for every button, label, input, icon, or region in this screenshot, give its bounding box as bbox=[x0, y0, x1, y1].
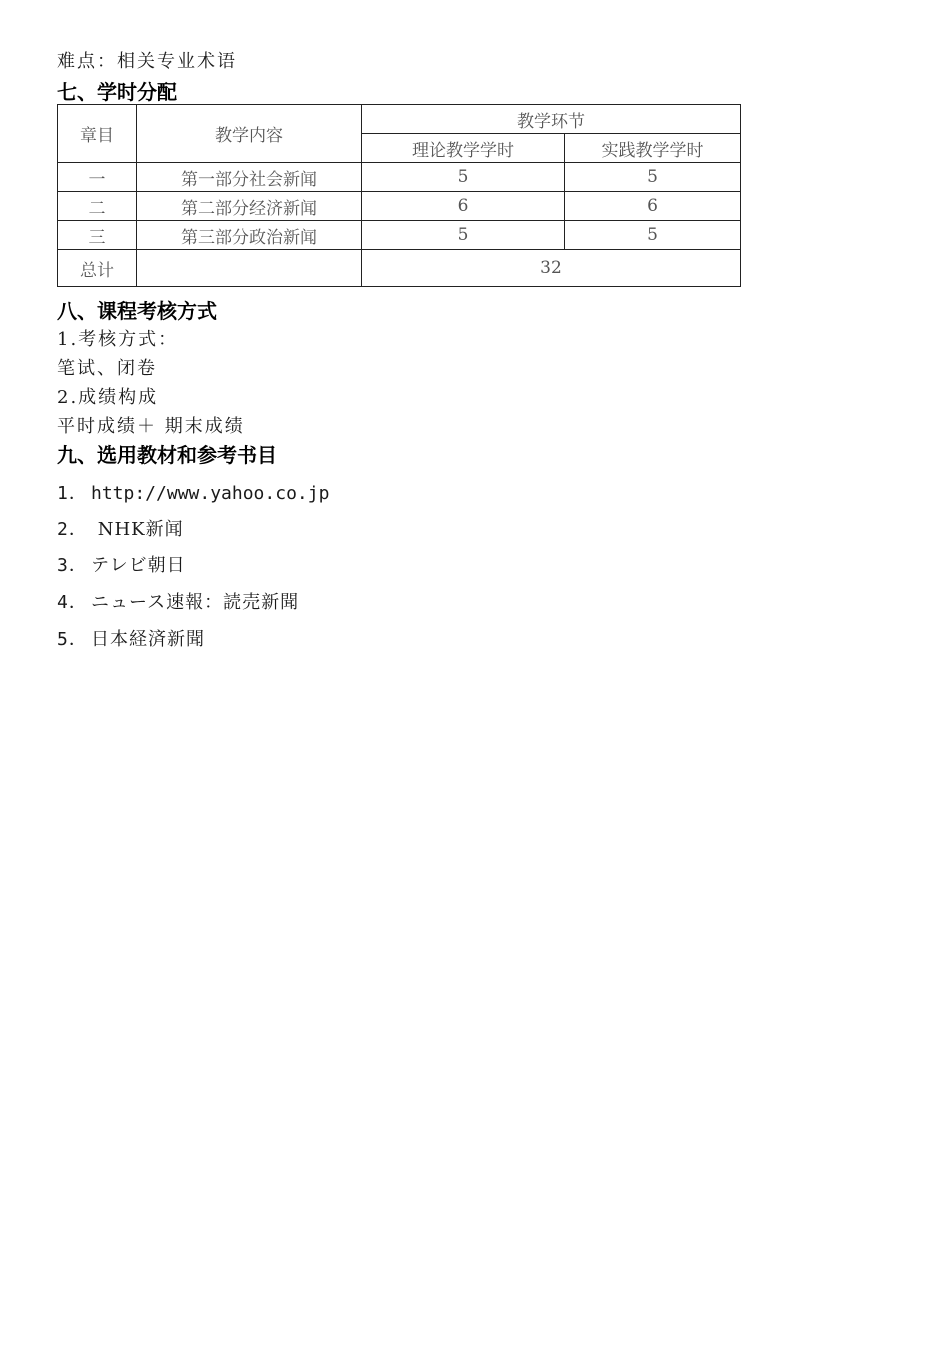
header-teaching-segment: 教学环节 bbox=[362, 105, 741, 134]
table-total-row bbox=[58, 250, 741, 287]
reference-number: 5． bbox=[57, 629, 88, 650]
reference-item bbox=[57, 625, 205, 651]
row-content: 第二部分经济新闻 bbox=[137, 192, 362, 221]
reference-number: 3． bbox=[57, 555, 88, 576]
table-header-row bbox=[58, 105, 741, 134]
reference-item bbox=[57, 551, 186, 577]
total-label: 总计 bbox=[58, 250, 137, 287]
difficulty-line: 难点：相关专业术语 bbox=[57, 51, 237, 72]
assessment-method-value: 笔试、闭卷 bbox=[57, 358, 157, 379]
row-chapter: 二 bbox=[58, 192, 137, 221]
row-theory: 5 bbox=[362, 163, 565, 192]
row-theory: 5 bbox=[362, 221, 565, 250]
hours-allocation-table bbox=[57, 104, 741, 287]
reference-item bbox=[57, 588, 299, 614]
reference-text: ニュース速報：読売新聞 bbox=[91, 592, 300, 613]
row-practice: 5 bbox=[565, 163, 741, 192]
table-row bbox=[58, 221, 741, 250]
header-theory-hours: 理论教学学时 bbox=[362, 134, 565, 163]
row-practice: 5 bbox=[565, 221, 741, 250]
grade-composition-value: 平时成绩＋ 期末成绩 bbox=[57, 416, 245, 437]
row-practice: 6 bbox=[565, 192, 741, 221]
table-row bbox=[58, 192, 741, 221]
grade-composition-label: 2.成绩构成 bbox=[57, 387, 159, 408]
reference-text: 日本経済新聞 bbox=[91, 629, 205, 650]
row-content: 第三部分政治新闻 bbox=[137, 221, 362, 250]
reference-number: 4． bbox=[57, 592, 88, 613]
reference-item bbox=[57, 479, 329, 505]
table-row bbox=[58, 163, 741, 192]
reference-number: 2． bbox=[57, 519, 88, 540]
header-practice-hours: 实践教学学时 bbox=[565, 134, 741, 163]
reference-text: テレビ朝日 bbox=[91, 555, 186, 576]
reference-item bbox=[57, 515, 184, 541]
total-value: 32 bbox=[362, 250, 741, 287]
header-chapter: 章目 bbox=[58, 105, 137, 163]
section-9-heading: 九、选用教材和参考书目 bbox=[57, 443, 277, 467]
row-theory: 6 bbox=[362, 192, 565, 221]
assessment-method-label: 1.考核方式： bbox=[57, 329, 179, 350]
total-content bbox=[137, 250, 362, 287]
section-7-heading: 七、学时分配 bbox=[57, 80, 177, 104]
header-content: 教学内容 bbox=[137, 105, 362, 163]
section-8-heading: 八、课程考核方式 bbox=[57, 299, 217, 323]
reference-text: http://www.yahoo.co.jp bbox=[91, 483, 330, 504]
reference-text: NHK新闻 bbox=[91, 519, 184, 540]
reference-number: 1． bbox=[57, 483, 88, 504]
row-chapter: 一 bbox=[58, 163, 137, 192]
row-content: 第一部分社会新闻 bbox=[137, 163, 362, 192]
row-chapter: 三 bbox=[58, 221, 137, 250]
